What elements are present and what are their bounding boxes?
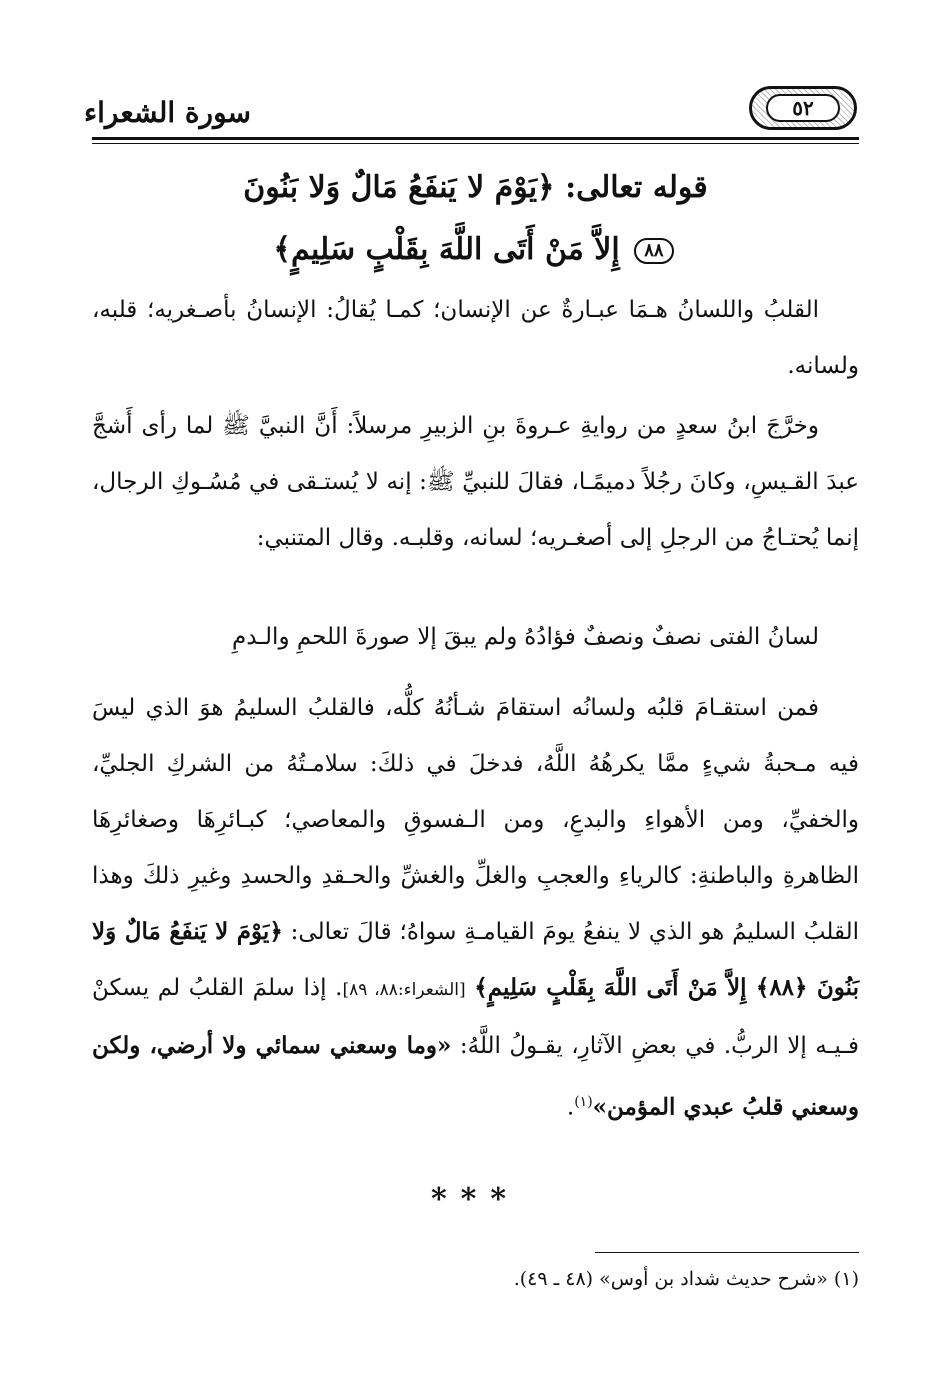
quran-reference: [الشعراء:٨٨، ٨٩] bbox=[342, 980, 466, 1000]
footnote: (١) «شرح حديث شداد بن أوس» (٤٨ ـ ٤٩). bbox=[513, 1268, 859, 1290]
page-number: ٥٢ bbox=[766, 94, 840, 122]
verse-line-2-text: إِلاَّ مَنْ أَتَى اللَّهَ بِقَلْبٍ سَلِيمٍ﴾ bbox=[273, 232, 620, 267]
verse-line-2 bbox=[92, 232, 859, 267]
poem-verse bbox=[92, 624, 859, 650]
ayah-number: ٨٨ bbox=[634, 238, 673, 264]
chapter-title: سورة الشعراء bbox=[83, 96, 251, 129]
header-rule-thin bbox=[92, 143, 859, 144]
paragraph-3 bbox=[92, 680, 859, 1136]
quran-quote: ﴿يَوْمَ لا يَنفَعُ مَالٌ وَلا بَنُونَ ﴿٨٨﴾ إِلاَّ مَنْ أَتَى اللَّهَ بِقَلْبٍ سَلِيمٍ﴾ bbox=[92, 918, 859, 1001]
paragraph-1: القلبُ واللسانُ هـمَا عبـارةٌ عن الإنسان؛ كمـا يُقالُ: الإنسانُ بأصـغريه؛ قلبه، ولسانه. bbox=[92, 297, 859, 379]
verse-line-1: قوله تعالى: ﴿يَوْمَ لا يَنفَعُ مَالٌ وَلا بَنُونَ bbox=[243, 170, 708, 205]
paragraph-3-text-a: فمن استقـامَ قلبُه ولسانُه استقامَ شـأنُهُ كلُّه، فالقلبُ السليمُ هوَ الذي ليسَ فيه مـحبةُ شيءٍ ممَّا يكرهُهُ اللَّهُ، فدخلَ في ذلكَ: سلامـتُهُ من الشركِ الجليِّ، والخفيِّ، ومن الأهواءِ والبدعِ، ومن الـفسوقِ والمعاصي؛ كبـائرِهَا وصغائرِهَا الظاهرةِ والباطنةِ: كالرياءِ والعجبِ والغلِّ والغشِّ والحـقدِ والحسدِ وغيرِ ذلكَ وهذا القلبُ السليمُ هو الذي لا ينفعُ يومَ القيامـةِ سواهُ؛ قالَ تعالى: bbox=[92, 695, 859, 945]
paragraph-3-end: . bbox=[566, 1094, 575, 1121]
poem-hemistich-right: لسانُ الفتى نصفٌ ونصفٌ فؤادُهُ bbox=[524, 624, 819, 650]
page-number-badge bbox=[749, 86, 857, 130]
paragraph-2: وخرَّجَ ابنُ سعدٍ من روايةِ عـروةَ بنِ الزبيرِ مرسلاً: أَنَّ النبيَّ ﷺ لما رأى أَشجَّ عبدَ القـيسِ، وكانَ رجُلاً دميمًـا، فقالَ للنبيِّ ﷺ: إنه لا يُستـقى في مُسُـوكِ الرجال، إنما يُحتـاجُ من الرجلِ إلى أصغـريه؛ لسانه، وقلبـه. وقال المتنبي: bbox=[92, 413, 859, 551]
section-separator: *** bbox=[430, 1182, 521, 1217]
header-rule-thick bbox=[92, 137, 859, 140]
footnote-rule bbox=[595, 1252, 859, 1253]
paragraph-3-text-b: . إذا سلمَ القلبُ لم يسكنْ فـيـه إلا الربُّ. في بعضِ الآثارِ، يقـولُ اللَّهُ: bbox=[92, 975, 860, 1059]
poem-hemistich-left: ولم يبقَ إلا صورةَ اللحمِ والـدمِ bbox=[232, 624, 518, 650]
footnote-marker: (١) bbox=[574, 1094, 593, 1110]
hadith-quote: «وما وسعني سمائي ولا أرضي، ولكن وسعني قلبُ عبدي المؤمن» bbox=[92, 1032, 859, 1121]
